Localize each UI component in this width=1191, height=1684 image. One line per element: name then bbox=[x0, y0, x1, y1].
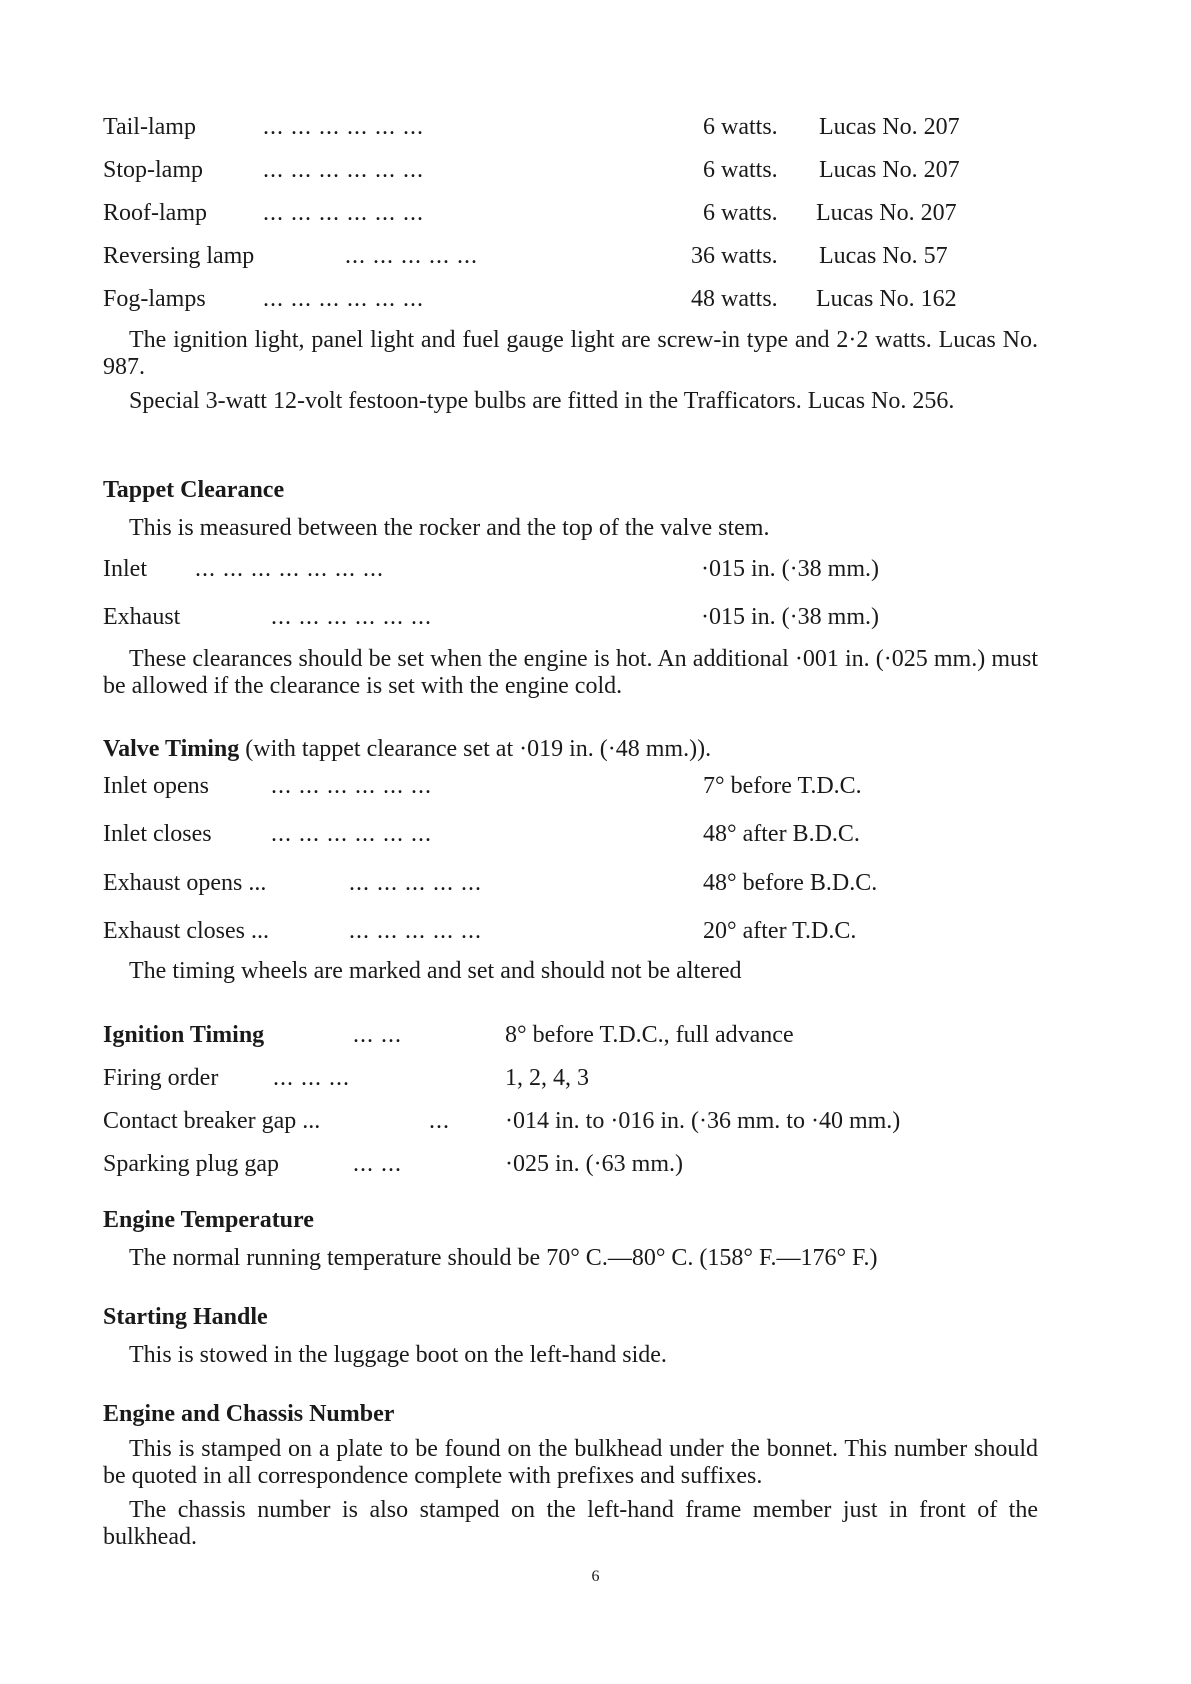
bulb-row-stop-lamp bbox=[103, 153, 1063, 187]
tappet-label: Exhaust bbox=[103, 604, 181, 630]
leader-dots: ... ... ... ... ... ... bbox=[271, 821, 432, 847]
bulb-label: Reversing lamp bbox=[103, 243, 255, 269]
ignition-value: ·014 in. to ·016 in. (·36 mm. to ·40 mm.) bbox=[505, 1108, 901, 1134]
ignition-row-firing-order bbox=[103, 1061, 1063, 1095]
leader-dots: ... ... ... ... ... ... bbox=[263, 286, 424, 312]
bulb-lucas-number: Lucas No. 57 bbox=[819, 243, 948, 269]
ignition-value: 1, 2, 4, 3 bbox=[505, 1065, 589, 1091]
valve-row-exhaust-closes bbox=[103, 914, 1063, 948]
bulb-row-fog-lamps bbox=[103, 282, 1063, 316]
leader-dots: ... ... ... ... ... bbox=[345, 243, 478, 269]
tappet-row-inlet bbox=[103, 552, 1063, 586]
bulb-wattage: 36 watts. bbox=[691, 243, 778, 269]
tappet-note: These clearances should be set when the engine is hot. An additional ·001 in. (·025 mm.) must be allowed if the clearance is set with the engine cold. bbox=[103, 646, 1038, 699]
heading-tappet-clearance: Tappet Clearance bbox=[103, 477, 285, 503]
valve-label: Inlet opens bbox=[103, 773, 209, 799]
bulb-lucas-number: Lucas No. 207 bbox=[816, 200, 957, 226]
valve-value: 7° before T.D.C. bbox=[703, 773, 862, 799]
valve-row-inlet-closes bbox=[103, 817, 1063, 851]
ignition-row-timing bbox=[103, 1018, 1063, 1052]
valve-timing-subtitle: (with tappet clearance set at ·019 in. (·48 mm.)). bbox=[245, 736, 712, 762]
leader-dots: ... ... ... ... ... bbox=[349, 918, 482, 944]
tappet-intro: This is measured between the rocker and the top of the valve stem. bbox=[129, 515, 770, 541]
leader-dots: ... ... ... ... ... ... bbox=[263, 157, 424, 183]
bulb-note-ignition-light: The ignition light, panel light and fuel gauge light are screw-in type and 2·2 watts. Lucas No. 987. bbox=[103, 327, 1038, 380]
bulb-label: Roof-lamp bbox=[103, 200, 207, 226]
bulb-wattage: 6 watts. bbox=[703, 114, 778, 140]
ignition-label: Ignition Timing bbox=[103, 1022, 265, 1048]
heading-engine-temperature: Engine Temperature bbox=[103, 1207, 314, 1233]
bulb-wattage: 6 watts. bbox=[703, 157, 778, 183]
ignition-row-contact-breaker bbox=[103, 1104, 1063, 1138]
tappet-value: ·015 in. (·38 mm.) bbox=[701, 556, 879, 582]
leader-dots: ... ... ... ... ... ... bbox=[263, 200, 424, 226]
leader-dots: ... ... bbox=[353, 1022, 402, 1048]
starting-handle-text: This is stowed in the luggage boot on the left-hand side. bbox=[129, 1342, 667, 1368]
valve-label: Inlet closes bbox=[103, 821, 212, 847]
bulb-note-trafficators: Special 3-watt 12-volt festoon-type bulbs are fitted in the Trafficators. Lucas No. 256. bbox=[129, 388, 955, 414]
heading-engine-chassis-number: Engine and Chassis Number bbox=[103, 1401, 395, 1427]
bulb-label: Stop-lamp bbox=[103, 157, 203, 183]
bulb-row-roof-lamp bbox=[103, 196, 1063, 230]
bulb-wattage: 6 watts. bbox=[703, 200, 778, 226]
leader-dots: ... ... ... ... ... ... bbox=[271, 604, 432, 630]
valve-value: 48° after B.D.C. bbox=[703, 821, 860, 847]
bulb-label: Fog-lamps bbox=[103, 286, 206, 312]
bulb-lucas-number: Lucas No. 207 bbox=[819, 114, 960, 140]
bulb-wattage: 48 watts. bbox=[691, 286, 778, 312]
heading-valve-timing bbox=[103, 732, 711, 766]
bulb-lucas-number: Lucas No. 207 bbox=[819, 157, 960, 183]
leader-dots: ... ... ... ... ... ... bbox=[271, 773, 432, 799]
valve-timing-title: Valve Timing bbox=[103, 736, 240, 762]
leader-dots: ... ... ... ... ... bbox=[349, 870, 482, 896]
valve-label: Exhaust opens ... bbox=[103, 870, 267, 896]
bulb-row-reversing-lamp bbox=[103, 239, 1063, 273]
heading-starting-handle: Starting Handle bbox=[103, 1304, 268, 1330]
leader-dots: ... ... ... bbox=[273, 1065, 350, 1091]
ignition-value: 8° before T.D.C., full advance bbox=[505, 1022, 794, 1048]
tappet-value: ·015 in. (·38 mm.) bbox=[701, 604, 879, 630]
leader-dots: ... bbox=[429, 1108, 450, 1134]
valve-value: 20° after T.D.C. bbox=[703, 918, 857, 944]
bulb-label: Tail-lamp bbox=[103, 114, 196, 140]
valve-row-inlet-opens bbox=[103, 769, 1063, 803]
tappet-row-exhaust bbox=[103, 600, 1063, 634]
valve-value: 48° before B.D.C. bbox=[703, 870, 878, 896]
chassis-number-text-2: The chassis number is also stamped on the left-hand frame member just in front of the bulkhead. bbox=[103, 1497, 1038, 1550]
engine-temperature-text: The normal running temperature should be 70° C.—80° C. (158° F.—176° F.) bbox=[129, 1245, 878, 1271]
leader-dots: ... ... ... ... ... ... ... bbox=[195, 556, 384, 582]
ignition-row-sparking-plug bbox=[103, 1147, 1063, 1181]
ignition-label: Firing order bbox=[103, 1065, 219, 1091]
bulb-row-tail-lamp bbox=[103, 110, 1063, 144]
valve-label: Exhaust closes ... bbox=[103, 918, 269, 944]
ignition-label: Contact breaker gap ... bbox=[103, 1108, 321, 1134]
leader-dots: ... ... bbox=[353, 1151, 402, 1177]
valve-timing-note: The timing wheels are marked and set and should not be altered bbox=[129, 958, 742, 984]
bulb-lucas-number: Lucas No. 162 bbox=[816, 286, 957, 312]
leader-dots: ... ... ... ... ... ... bbox=[263, 114, 424, 140]
ignition-value: ·025 in. (·63 mm.) bbox=[505, 1151, 683, 1177]
tappet-label: Inlet bbox=[103, 556, 147, 582]
chassis-number-text-1: This is stamped on a plate to be found on the bulkhead under the bonnet. This number should be quoted in all correspondence complete with prefixes and suffixes. bbox=[103, 1436, 1038, 1489]
page-number: 6 bbox=[591, 1568, 600, 1585]
valve-row-exhaust-opens bbox=[103, 866, 1063, 900]
ignition-label: Sparking plug gap bbox=[103, 1151, 279, 1177]
